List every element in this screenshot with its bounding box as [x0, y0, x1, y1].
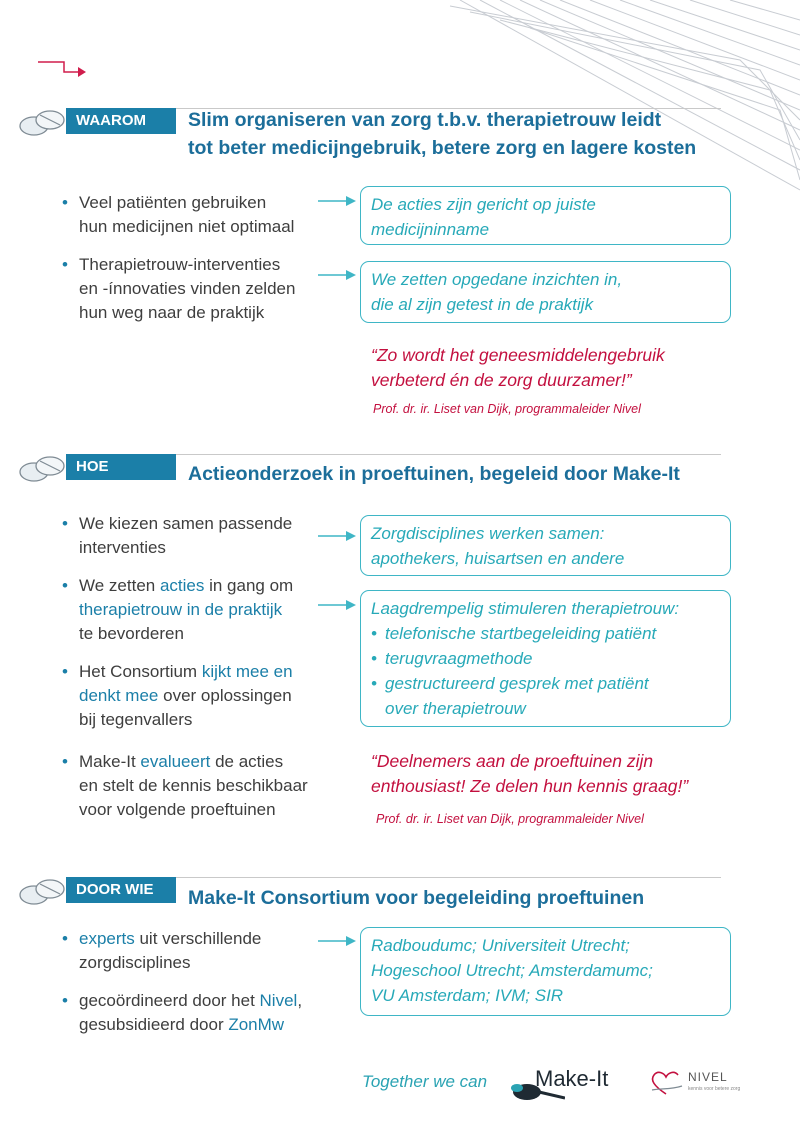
heading-door-wie: Make-It Consortium voor begeleiding proeftuinen [188, 887, 645, 909]
info-box: Radboudumc; Universiteit Utrecht; Hogeschool Utrecht; Amsterdamumc; VU Amsterdam; IVM; SIR [360, 927, 731, 1016]
bullet-item: • Het Consortium kijkt mee en denkt mee over oplossingen bij tegenvallers [62, 662, 293, 729]
quote-attribution: Prof. dr. ir. Liset van Dijk, programmaleider Nivel [376, 812, 644, 826]
tagline: Together we can [362, 1072, 488, 1091]
section-rule [176, 877, 721, 878]
pill-icon [18, 452, 66, 486]
arrow-right-icon [318, 194, 358, 208]
bullet-item: • Make-It evalueert de acties en stelt de kennis beschikbaar voor volgende proeftuinen [62, 752, 308, 819]
quote: “Zo wordt het geneesmiddelengebruik verbeterd én de zorg duurzamer!” [371, 345, 665, 390]
nivel-logo: NIVEL kennis voor betere zorg [648, 1064, 758, 1108]
bullet-item: • Veel patiënten gebruiken hun medicijnen niet optimaal [62, 193, 295, 236]
nivel-heart-icon [648, 1068, 684, 1098]
bullet-item: • We zetten acties in gang om therapietrouw in de praktijk te bevorderen [62, 576, 294, 643]
bullet-item: • gecoördineerd door het Nivel, gesubsidieerd door ZonMw [62, 991, 303, 1034]
info-box: Laagdrempelig stimuleren therapietrouw: • telefonische startbegeleiding patiënt • terugvraagmethode • gestructureerd gesprek met patiënt over therapietrouw [360, 590, 731, 727]
section-tag-waarom: WAAROM [66, 108, 176, 134]
arrow-right-icon [318, 529, 358, 543]
info-box: De acties zijn gericht op juiste medicijninname [360, 186, 731, 245]
makeit-logo: Make-It [505, 1060, 630, 1112]
bullet-item: • experts uit verschillende zorgdisciplines [62, 929, 262, 972]
section-tag-door-wie: DOOR WIE [66, 877, 176, 903]
quote-attribution: Prof. dr. ir. Liset van Dijk, programmaleider Nivel [373, 402, 641, 416]
pill-icon [18, 106, 66, 140]
section-tag-hoe: HOE [66, 454, 176, 480]
corner-arrow-icon [36, 56, 88, 80]
pill-icon [18, 875, 66, 909]
arrow-right-icon [318, 268, 358, 282]
info-box: We zetten opgedane inzichten in, die al zijn getest in de praktijk [360, 261, 731, 323]
arrow-right-icon [318, 934, 358, 948]
decorative-lines [440, 0, 800, 210]
section-rule [176, 454, 721, 455]
arrow-right-icon [318, 598, 358, 612]
heading-waarom: Slim organiseren van zorg t.b.v. therapietrouw leidt tot beter medicijngebruik, betere zorg en lagere kosten [188, 109, 697, 159]
bullet-item: • Therapietrouw-interventies en -ínnovaties vinden zelden hun weg naar de praktijk [62, 255, 296, 322]
info-box: Zorgdisciplines werken samen: apothekers, huisartsen en andere [360, 515, 731, 576]
quote: “Deelnemers aan de proeftuinen zijn enthousiast! Ze delen hun kennis graag!” [371, 751, 689, 796]
bullet-item: • We kiezen samen passende interventies [62, 514, 293, 557]
heading-hoe: Actieonderzoek in proeftuinen, begeleid door Make-It [188, 463, 680, 485]
